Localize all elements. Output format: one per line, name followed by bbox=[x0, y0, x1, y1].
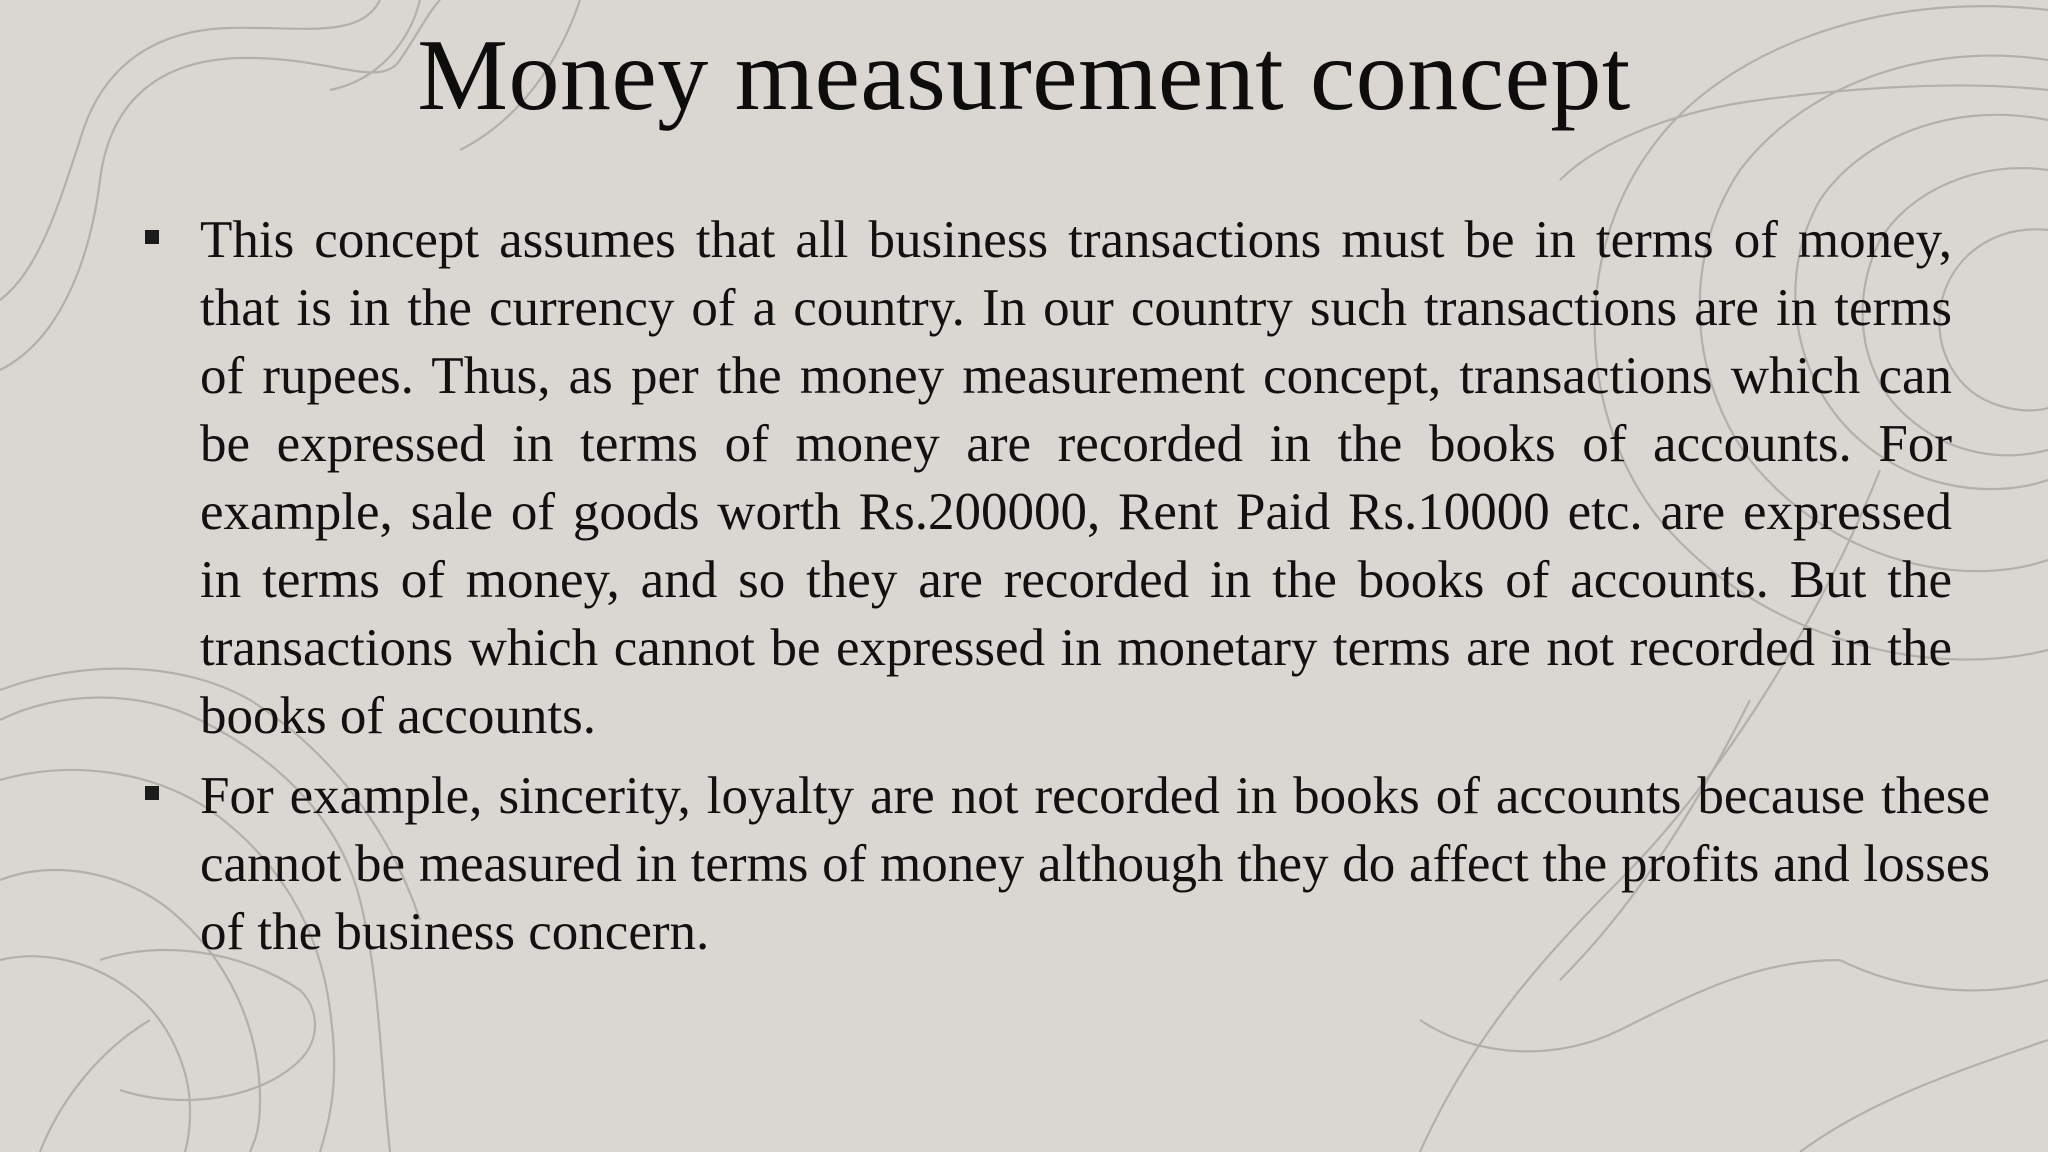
slide-title: Money measurement concept bbox=[417, 19, 1631, 132]
bullet-item-definition bbox=[140, 206, 1952, 750]
bullet-text: This concept assumes that all business transactions must be in terms of money, that is in the currency of a country. In our country such transactions are in terms of rupees. Thus, as per the money measurement concept, transactions which can be expressed in terms of money are recorded in the books of accounts. For example, sale of goods worth Rs.200000, Rent Paid Rs.10000 etc. are expressed in terms of money, and so they are recorded in the books of accounts. But the transactions which cannot be expressed in monetary terms are not recorded in the books of accounts. bbox=[200, 211, 1952, 745]
square-bullet-icon bbox=[145, 230, 159, 244]
bullet-item-example bbox=[140, 762, 1990, 966]
bullet-list bbox=[140, 206, 1990, 978]
bullet-text: For example, sincerity, loyalty are not recorded in books of accounts because these cannot be measured in terms of money although they do affect the profits and losses of the business concern. bbox=[200, 767, 1990, 961]
square-bullet-icon bbox=[145, 786, 159, 800]
